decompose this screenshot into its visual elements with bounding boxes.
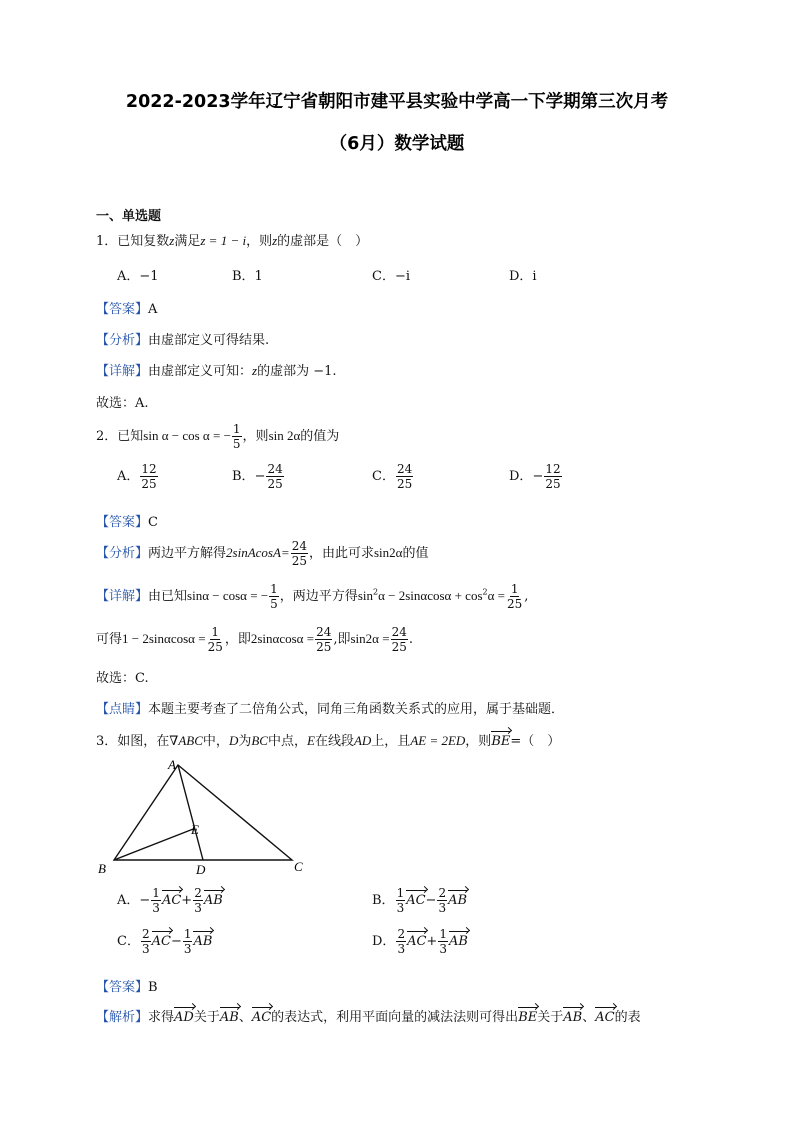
- option-label: A．: [117, 893, 140, 908]
- q2-stem: [96, 423, 339, 450]
- q2-stem-post: 的值为: [300, 429, 340, 444]
- q2-line2-end: .: [408, 632, 413, 647]
- option-sign: −: [170, 934, 182, 949]
- section-heading: 一、单选题: [96, 209, 162, 224]
- q2-line2-mid: ，即: [224, 632, 251, 647]
- q1-option-c[interactable]: C．−i: [372, 269, 410, 284]
- frac-num: 12: [141, 462, 157, 476]
- vector-ab: AB: [203, 893, 223, 908]
- coef-frac: [183, 928, 193, 955]
- q2-option-a[interactable]: [117, 463, 159, 490]
- paper-title-line2: （6月）数学试题: [329, 134, 465, 154]
- q3-segment-ad: AD: [353, 733, 372, 748]
- q2-option-d-frac: [544, 463, 561, 490]
- q2-detail-expr2c: α =: [487, 588, 506, 603]
- option-label: C．: [372, 469, 395, 484]
- q2-stem-mid: ，则: [242, 429, 269, 444]
- q2-analysis-frac: [291, 540, 308, 567]
- review-tag: 【点睛】: [96, 702, 149, 717]
- q2-detail-expr2b: α − 2sinαcosα + cos: [378, 588, 483, 603]
- vector-ac: AC: [407, 934, 427, 949]
- option-sign: −: [254, 469, 266, 484]
- coef-frac: [437, 887, 447, 914]
- frac-den: 3: [152, 901, 160, 915]
- superscript-2: 2: [482, 587, 488, 597]
- q3-relation: AE = 2ED: [410, 733, 466, 748]
- q2-line2-frac2: [315, 626, 332, 653]
- vector-be: BE: [518, 1010, 538, 1025]
- frac-num: 2: [397, 927, 406, 941]
- q1-option-b[interactable]: B．1: [232, 269, 263, 284]
- paper-title-line1: 2022-2023学年辽宁省朝阳市建平县实验中学高一下学期第三次月考: [125, 92, 669, 112]
- q2-detail-mid: ，两边平方得: [279, 589, 358, 604]
- frac-num: 2: [194, 886, 202, 900]
- frac-den: 25: [141, 477, 157, 491]
- q2-line2-expr3: sin2α =: [350, 631, 390, 646]
- q3-triangle: ∇ABC: [169, 733, 203, 748]
- frac-num: 1: [270, 582, 278, 596]
- q2-frac-num: 1: [232, 422, 241, 436]
- q2-option-b-frac: [266, 463, 283, 490]
- option-label: B．: [232, 469, 255, 484]
- coef-frac: [193, 887, 203, 914]
- q2-stem-pre: 2．已知: [96, 429, 144, 444]
- q3-option-d[interactable]: [372, 928, 468, 955]
- q2-line2-expr2: 2sinαcosα =: [250, 631, 315, 646]
- q3-an-c: 的表达式，利用平面向量的减法法则可得出: [271, 1010, 519, 1025]
- vector-ac: AC: [251, 1010, 272, 1025]
- option-label: A．: [117, 469, 140, 484]
- frac-den: 25: [291, 554, 307, 568]
- option-sign: +: [181, 893, 193, 908]
- q2-option-d[interactable]: [509, 463, 563, 490]
- frac-den: 3: [438, 901, 447, 915]
- q2-review: [96, 698, 564, 717]
- q2-detail-expr2a: sin: [357, 588, 373, 603]
- q1-detail: [96, 360, 337, 379]
- vector-ab: AB: [219, 1010, 239, 1025]
- vector-ac: AC: [161, 893, 182, 908]
- q1-var-z2: z: [272, 233, 278, 248]
- q2-line2-pre: 可得: [96, 632, 123, 647]
- option-sign: −: [532, 469, 544, 484]
- frac-num: 1: [152, 886, 160, 900]
- vector-ac: AC: [151, 934, 171, 949]
- label-c: C: [294, 859, 303, 874]
- detail-tag: 【详解】: [96, 364, 149, 379]
- label-e: E: [191, 822, 199, 837]
- frac-den: 25: [545, 477, 561, 491]
- option-label: D．: [509, 469, 533, 484]
- detail-tag: 【详解】: [96, 589, 149, 604]
- analysis-tag: 【解析】: [96, 1010, 149, 1025]
- coef-frac: [141, 928, 151, 955]
- frac-den: 3: [194, 901, 202, 915]
- q1-detail-post: 的虚部为 −1.: [257, 364, 337, 379]
- q1-option-a[interactable]: A．−1: [117, 269, 159, 284]
- vector-ac: AC: [595, 1010, 615, 1025]
- frac-num: 1: [510, 582, 519, 596]
- frac-den: 25: [207, 640, 223, 654]
- vector-ab: AB: [193, 934, 213, 949]
- median-ad: [178, 765, 203, 860]
- vector-ad: AD: [174, 1010, 194, 1025]
- q3-stem-e: 上，且: [371, 734, 411, 749]
- q2-answer-value: C: [148, 515, 158, 530]
- coef-frac: [396, 887, 406, 914]
- q2-line2-frac3: [391, 626, 408, 653]
- q2-detail-expr1: sinα − cosα = −: [187, 588, 269, 603]
- option-label: B．: [372, 893, 395, 908]
- frac-num: 24: [391, 625, 407, 639]
- q2-detail-end: ,: [524, 589, 529, 604]
- vector-ac: AC: [406, 893, 426, 908]
- vector-ab: AB: [448, 893, 468, 908]
- q3-point-d: D: [228, 733, 239, 748]
- q1-choose: 故选：A.: [96, 396, 149, 411]
- frac-num: 1: [183, 927, 192, 941]
- q3-an-a: 关于: [193, 1010, 220, 1025]
- answer-tag: 【答案】: [96, 980, 149, 995]
- q3-stem-pre: 3．如图，在: [96, 734, 170, 749]
- q3-option-b[interactable]: [372, 887, 467, 914]
- frac-num: 1: [211, 625, 220, 639]
- frac-num: 1: [439, 927, 447, 941]
- q2-line2-frac: [207, 626, 224, 653]
- q2-analysis-expr: 2sinAcosA=: [226, 545, 290, 560]
- q2-analysis-end: 的值: [402, 546, 429, 561]
- q3-analysis: [96, 1006, 641, 1025]
- answer-tag: 【答案】: [96, 302, 149, 317]
- q2-frac-den: 5: [232, 437, 241, 451]
- q2-detail-pre: 由已知: [148, 589, 188, 604]
- q3-segment-bc: BC: [251, 733, 268, 748]
- frac-den: 3: [397, 942, 406, 956]
- coef-frac: [396, 928, 406, 955]
- q1-stem: [96, 230, 368, 249]
- q2-line2-mid2: ,即: [333, 632, 351, 647]
- q3-option-c[interactable]: [117, 928, 212, 955]
- q1-stem-post: ，则: [246, 234, 273, 249]
- q2-option-c-frac: [396, 463, 413, 490]
- option-label: D．: [372, 934, 396, 949]
- q3-point-e: E: [306, 733, 315, 748]
- q3-an-d: 关于: [537, 1010, 564, 1025]
- frac-num: 24: [267, 462, 283, 476]
- q2-fraction: [232, 423, 242, 450]
- q2-analysis: [96, 540, 428, 567]
- q3-answer-value: B: [148, 980, 158, 995]
- q2-analysis-target: sin2α: [373, 545, 403, 560]
- frac-num: 2: [141, 927, 150, 941]
- q3-an-e: 、: [582, 1010, 596, 1025]
- q2-review-text: 本题主要考查了二倍角公式，同角三角函数关系式的应用，属于基础题．: [148, 702, 565, 717]
- q1-option-d[interactable]: D．i: [509, 269, 537, 284]
- q3-answer: [96, 976, 158, 995]
- q3-option-a[interactable]: [117, 887, 223, 914]
- analysis-tag: 【分析】: [96, 333, 149, 348]
- q1-stem-end: 的虚部是（ ）: [277, 234, 369, 249]
- q3-stem-d: 在线段: [314, 734, 354, 749]
- q3-vector-be: BE: [491, 734, 511, 749]
- q3-stem-b: 为: [238, 734, 252, 749]
- q3-stem-g: =（ ）: [510, 734, 561, 749]
- q2-choose: 故选：C.: [96, 671, 149, 686]
- q1-analysis: [96, 329, 269, 348]
- frac-num: 12: [545, 462, 561, 476]
- frac-den: 25: [396, 477, 413, 491]
- frac-num: 24: [396, 462, 413, 476]
- vector-ab: AB: [563, 1010, 583, 1025]
- frac-den: 5: [270, 597, 278, 611]
- label-b: B: [98, 861, 106, 876]
- frac-num: 2: [438, 886, 447, 900]
- vector-ab: AB: [448, 934, 468, 949]
- q3-stem-c: 中点，: [267, 734, 307, 749]
- frac-num: 1: [396, 886, 405, 900]
- q2-detail-frac2: [506, 583, 523, 610]
- q1-detail-pre: 由虚部定义可知：: [148, 364, 253, 379]
- answer-tag: 【答案】: [96, 515, 149, 530]
- q3-an-f: 的表: [614, 1010, 641, 1025]
- triangle-figure: [90, 755, 320, 880]
- q1-stem-mid: 满足: [174, 234, 201, 249]
- frac-den: 3: [439, 942, 447, 956]
- segment-be: [114, 829, 195, 861]
- q1-formula: z = 1 − i: [200, 233, 247, 248]
- coef-frac: [438, 928, 448, 955]
- q1-var-z: z: [169, 233, 175, 248]
- frac-num: 24: [291, 539, 307, 553]
- q1-stem-pre: 1．已知复数: [96, 234, 170, 249]
- frac-den: 25: [267, 477, 283, 491]
- option-label: C．: [117, 934, 140, 949]
- coef-frac: [151, 887, 161, 914]
- q1-answer-value: A: [148, 302, 158, 317]
- q3-stem-f: ，则: [465, 734, 492, 749]
- label-a: A: [168, 757, 176, 772]
- frac-den: 25: [316, 640, 332, 654]
- option-sign: −: [139, 893, 151, 908]
- frac-den: 3: [141, 942, 150, 956]
- q1-answer: [96, 298, 157, 317]
- q2-lhs: sin α − cos α = −: [143, 428, 231, 443]
- q3-an-pre: 求得: [148, 1010, 175, 1025]
- q2-detail-frac1: [269, 583, 279, 610]
- frac-num: 24: [316, 625, 332, 639]
- frac-den: 3: [183, 942, 192, 956]
- q3-an-b: 、: [238, 1010, 252, 1025]
- q1-analysis-text: 由虚部定义可得结果.: [148, 333, 270, 348]
- q3-stem: [96, 730, 560, 749]
- q2-option-c[interactable]: [372, 463, 414, 490]
- q2-detail-line2: [96, 626, 413, 653]
- analysis-tag: 【分析】: [96, 546, 149, 561]
- q1-detail-var: z: [252, 363, 258, 378]
- option-sign: −: [425, 893, 437, 908]
- q2-line2-expr: 1 − 2sinαcosα =: [122, 631, 206, 646]
- q2-target: sin 2α: [268, 428, 301, 443]
- q2-analysis-pre: 两边平方解得: [148, 546, 227, 561]
- q2-option-a-frac: [140, 463, 157, 490]
- option-sign: +: [426, 934, 438, 949]
- q2-detail: [96, 583, 528, 610]
- q2-answer: [96, 511, 158, 530]
- frac-den: 25: [507, 597, 523, 611]
- q2-option-b[interactable]: [232, 463, 285, 490]
- frac-den: 25: [391, 640, 407, 654]
- frac-den: 3: [396, 901, 405, 915]
- triangle-abc: [114, 765, 292, 860]
- q3-stem-a: 中，: [202, 734, 229, 749]
- label-d: D: [196, 862, 206, 877]
- superscript-2: 2: [372, 587, 379, 597]
- q2-analysis-post: ，由此可求: [308, 546, 374, 561]
